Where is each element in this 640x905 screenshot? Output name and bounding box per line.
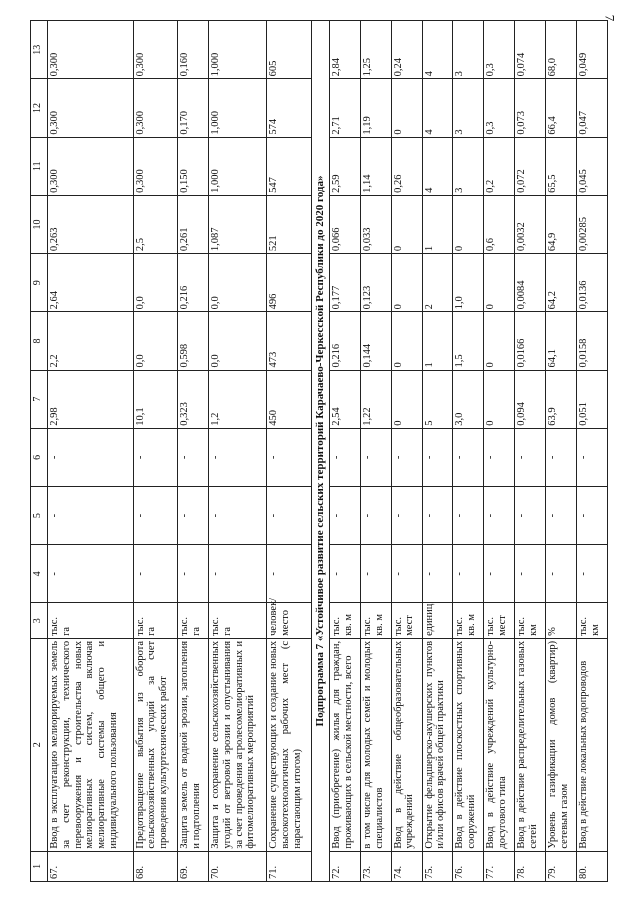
value-cell: 3 <box>453 137 484 195</box>
indicator-name: в том числе для молодых семей и молодых специалистов <box>360 638 391 851</box>
unit-cell: человек/место <box>267 603 312 638</box>
value-cell: 3 <box>453 21 484 79</box>
value-cell: 0,0166 <box>515 312 546 370</box>
value-cell: - <box>484 487 515 545</box>
row-number: 76. <box>453 851 484 881</box>
value-cell: - <box>178 487 209 545</box>
table-row <box>484 21 515 882</box>
unit-cell: % <box>546 603 577 638</box>
column-header: 11 <box>31 137 48 195</box>
indicator-name: Предотвращение выбытия из оборота сельскохозяйственных угодий за счет проведения культуртехнических работ <box>133 638 178 851</box>
table-row <box>178 21 209 882</box>
value-cell: 0,066 <box>329 195 360 253</box>
value-cell: - <box>515 545 546 603</box>
table-row <box>391 21 422 882</box>
value-cell: 0,24 <box>391 21 422 79</box>
value-cell: - <box>133 545 178 603</box>
value-cell: 0,2 <box>484 137 515 195</box>
value-cell: 1,19 <box>360 79 391 137</box>
indicator-name: Ввод в действие плоскостных спортивных сооружений <box>453 638 484 851</box>
value-cell: 0,072 <box>515 137 546 195</box>
table-row <box>209 21 267 882</box>
value-cell: - <box>360 428 391 486</box>
value-cell: - <box>48 428 134 486</box>
value-cell: 68,0 <box>546 21 577 79</box>
value-cell: 0,00285 <box>577 195 608 253</box>
value-cell: 63,9 <box>546 370 577 428</box>
value-cell: 0,0 <box>133 312 178 370</box>
unit-cell: тыс. км <box>577 603 608 638</box>
table-row <box>329 21 360 882</box>
column-header: 12 <box>31 79 48 137</box>
value-cell: - <box>267 545 312 603</box>
value-cell: - <box>48 545 134 603</box>
value-cell: 521 <box>267 195 312 253</box>
value-cell: 0,300 <box>133 137 178 195</box>
row-number: 72. <box>329 851 360 881</box>
unit-cell: тыс. кв. м <box>360 603 391 638</box>
value-cell: 0,160 <box>178 21 209 79</box>
value-cell: 64,2 <box>546 254 577 312</box>
row-number: 71. <box>267 851 312 881</box>
value-cell: 1,087 <box>209 195 267 253</box>
value-cell: 0,047 <box>577 79 608 137</box>
value-cell: 0,049 <box>577 21 608 79</box>
row-number: 80. <box>577 851 608 881</box>
value-cell: - <box>484 428 515 486</box>
value-cell: 2,59 <box>329 137 360 195</box>
value-cell: 0,216 <box>178 254 209 312</box>
value-cell: 2,84 <box>329 21 360 79</box>
document-table <box>30 20 608 882</box>
value-cell: - <box>267 487 312 545</box>
value-cell: - <box>178 428 209 486</box>
value-cell: 2,54 <box>329 370 360 428</box>
value-cell: - <box>209 545 267 603</box>
row-number: 69. <box>178 851 209 881</box>
unit-cell: тыс. км <box>515 603 546 638</box>
value-cell: - <box>422 487 453 545</box>
column-header: 4 <box>31 545 48 603</box>
value-cell: 0,0032 <box>515 195 546 253</box>
value-cell: 1,000 <box>209 21 267 79</box>
indicator-name: Ввод в действие распределительных газовых сетей <box>515 638 546 851</box>
value-cell: 0,216 <box>329 312 360 370</box>
value-cell: - <box>178 545 209 603</box>
value-cell: - <box>453 487 484 545</box>
column-header: 10 <box>31 195 48 253</box>
value-cell: - <box>391 487 422 545</box>
value-cell: 4 <box>422 79 453 137</box>
value-cell: - <box>329 545 360 603</box>
value-cell: 1,22 <box>360 370 391 428</box>
value-cell: - <box>329 428 360 486</box>
column-header: 6 <box>31 428 48 486</box>
value-cell: 0,300 <box>48 79 134 137</box>
column-header: 9 <box>31 254 48 312</box>
indicator-name: Защита земель от водной эрозии, затопления и подтопления <box>178 638 209 851</box>
value-cell: 0,6 <box>484 195 515 253</box>
row-number: 77. <box>484 851 515 881</box>
value-cell: - <box>133 487 178 545</box>
value-cell: 3,0 <box>453 370 484 428</box>
value-cell: 547 <box>267 137 312 195</box>
value-cell: 0,073 <box>515 79 546 137</box>
value-cell: 605 <box>267 21 312 79</box>
value-cell: 0,123 <box>360 254 391 312</box>
row-number: 75. <box>422 851 453 881</box>
value-cell: 4 <box>422 21 453 79</box>
value-cell: - <box>577 487 608 545</box>
value-cell: - <box>546 545 577 603</box>
indicator-name: Сохранение существующих и создание новых высокотехнологичных рабочих мест (с нарастающим итогом) <box>267 638 312 851</box>
value-cell: 0,0158 <box>577 312 608 370</box>
value-cell: 0,300 <box>133 79 178 137</box>
value-cell: - <box>515 487 546 545</box>
indicators-table <box>30 20 608 882</box>
value-cell: 64,1 <box>546 312 577 370</box>
value-cell: 5 <box>422 370 453 428</box>
value-cell: 1,25 <box>360 21 391 79</box>
row-number: 78. <box>515 851 546 881</box>
row-number: 67. <box>48 851 134 881</box>
value-cell: 0,3 <box>484 21 515 79</box>
unit-cell: единиц <box>422 603 453 638</box>
row-number: 79. <box>546 851 577 881</box>
value-cell: 0,094 <box>515 370 546 428</box>
table-row <box>546 21 577 882</box>
unit-cell: тыс. кв. м <box>329 603 360 638</box>
value-cell: - <box>453 428 484 486</box>
unit-cell: тыс. га <box>209 603 267 638</box>
table-row <box>48 21 134 882</box>
indicator-name: Ввод в эксплуатацию мелиорируемых земель за счет реконструкции, технического перевооружения и строительства новых мелиоративных систем, включая мелиоративные системы общего и индивидуального пользования <box>48 638 134 851</box>
value-cell: 1,14 <box>360 137 391 195</box>
value-cell: - <box>391 545 422 603</box>
indicator-name: Ввод в действие учреждений культурно-досугового типа <box>484 638 515 851</box>
value-cell: 2,64 <box>48 254 134 312</box>
section-title: Подпрограмма 7 «Устойчивое развитие сельских территорий Карачаево-Черкесской Республики до 2020 года» <box>312 21 330 882</box>
table-row <box>267 21 312 882</box>
column-header: 5 <box>31 487 48 545</box>
value-cell: - <box>209 428 267 486</box>
value-cell: 1,000 <box>209 137 267 195</box>
indicator-name: Открытие фельдшерско-акушерских пунктов и/или офисов врачей общей практики <box>422 638 453 851</box>
indicator-name: Ввод в действие локальных водопроводов <box>577 638 608 851</box>
value-cell: 0 <box>484 254 515 312</box>
value-cell: 0 <box>391 312 422 370</box>
value-cell: - <box>515 428 546 486</box>
value-cell: 473 <box>267 312 312 370</box>
value-cell: 1,0 <box>453 254 484 312</box>
value-cell: - <box>422 428 453 486</box>
value-cell: - <box>133 428 178 486</box>
value-cell: 0,300 <box>133 21 178 79</box>
page-number: 7 <box>601 14 617 22</box>
value-cell: 0,177 <box>329 254 360 312</box>
indicator-name: Ввод (приобретение) жилья для граждан, проживающих в сельской местности, всего <box>329 638 360 851</box>
value-cell: 0,170 <box>178 79 209 137</box>
unit-cell: тыс. мест <box>484 603 515 638</box>
value-cell: 0,045 <box>577 137 608 195</box>
value-cell: 4 <box>422 137 453 195</box>
value-cell: - <box>422 545 453 603</box>
value-cell: 574 <box>267 79 312 137</box>
value-cell: 2,5 <box>133 195 178 253</box>
value-cell: - <box>329 487 360 545</box>
value-cell: 1,5 <box>453 312 484 370</box>
value-cell: 3 <box>453 79 484 137</box>
table-row <box>515 21 546 882</box>
column-header: 2 <box>31 638 48 851</box>
value-cell: - <box>546 428 577 486</box>
value-cell: 0,074 <box>515 21 546 79</box>
value-cell: 0,3 <box>484 79 515 137</box>
indicator-name: Ввод в действие общеобразовательных учреждений <box>391 638 422 851</box>
value-cell: 0,261 <box>178 195 209 253</box>
value-cell: 0 <box>391 195 422 253</box>
value-cell: 0,323 <box>178 370 209 428</box>
table-row <box>453 21 484 882</box>
unit-cell: тыс. га <box>133 603 178 638</box>
value-cell: - <box>391 428 422 486</box>
value-cell: 496 <box>267 254 312 312</box>
value-cell: - <box>360 545 391 603</box>
value-cell: 0 <box>391 370 422 428</box>
unit-cell: тыс. кв. м <box>453 603 484 638</box>
value-cell: 0,300 <box>48 21 134 79</box>
value-cell: 1,000 <box>209 79 267 137</box>
value-cell: - <box>577 428 608 486</box>
value-cell: - <box>577 545 608 603</box>
value-cell: 0,0 <box>209 312 267 370</box>
value-cell: 2 <box>422 254 453 312</box>
row-number: 73. <box>360 851 391 881</box>
value-cell: - <box>546 487 577 545</box>
value-cell: 0,0136 <box>577 254 608 312</box>
value-cell: 66,4 <box>546 79 577 137</box>
column-header: 13 <box>31 21 48 79</box>
column-header: 7 <box>31 370 48 428</box>
value-cell: - <box>484 545 515 603</box>
value-cell: 0,300 <box>48 137 134 195</box>
column-header: 8 <box>31 312 48 370</box>
value-cell: 0,0 <box>133 254 178 312</box>
value-cell: 2,98 <box>48 370 134 428</box>
table-row <box>577 21 608 882</box>
unit-cell: тыс. мест <box>391 603 422 638</box>
value-cell: 0,051 <box>577 370 608 428</box>
unit-cell: тыс. га <box>178 603 209 638</box>
section-row <box>312 21 330 882</box>
value-cell: 2,2 <box>48 312 134 370</box>
value-cell: 0 <box>391 79 422 137</box>
value-cell: 10,1 <box>133 370 178 428</box>
value-cell: 0 <box>453 195 484 253</box>
column-header: 3 <box>31 603 48 638</box>
header-row <box>31 21 48 882</box>
value-cell: 64,9 <box>546 195 577 253</box>
value-cell: - <box>209 487 267 545</box>
value-cell: 0 <box>484 312 515 370</box>
table-row <box>133 21 178 882</box>
table-row <box>360 21 391 882</box>
column-header: 1 <box>31 851 48 881</box>
value-cell: 0 <box>391 254 422 312</box>
value-cell: 0,150 <box>178 137 209 195</box>
indicator-name: Уровень газификации домов (квартир) сетевым газом <box>546 638 577 851</box>
value-cell: 0,0084 <box>515 254 546 312</box>
value-cell: - <box>48 487 134 545</box>
row-number: 74. <box>391 851 422 881</box>
value-cell: 0,033 <box>360 195 391 253</box>
row-number: 70. <box>209 851 267 881</box>
row-number: 68. <box>133 851 178 881</box>
value-cell: 450 <box>267 370 312 428</box>
value-cell: 0,0 <box>209 254 267 312</box>
unit-cell: тыс. га <box>48 603 134 638</box>
value-cell: 0 <box>484 370 515 428</box>
value-cell: - <box>453 545 484 603</box>
value-cell: 0,26 <box>391 137 422 195</box>
value-cell: 0,144 <box>360 312 391 370</box>
value-cell: 0,263 <box>48 195 134 253</box>
value-cell: 1,2 <box>209 370 267 428</box>
value-cell: - <box>267 428 312 486</box>
value-cell: 65,5 <box>546 137 577 195</box>
table-row <box>422 21 453 882</box>
value-cell: - <box>360 487 391 545</box>
table-body-bottom <box>329 21 607 882</box>
indicator-name: Защита и сохранение сельскохозяйственных угодий от ветровой эрозии и опустынивания за счет проведения агролесомелиоративных и фитомелиоративных мероприятий <box>209 638 267 851</box>
value-cell: 2,71 <box>329 79 360 137</box>
value-cell: 0,598 <box>178 312 209 370</box>
table-body-top <box>48 21 312 882</box>
value-cell: 1 <box>422 312 453 370</box>
value-cell: 1 <box>422 195 453 253</box>
